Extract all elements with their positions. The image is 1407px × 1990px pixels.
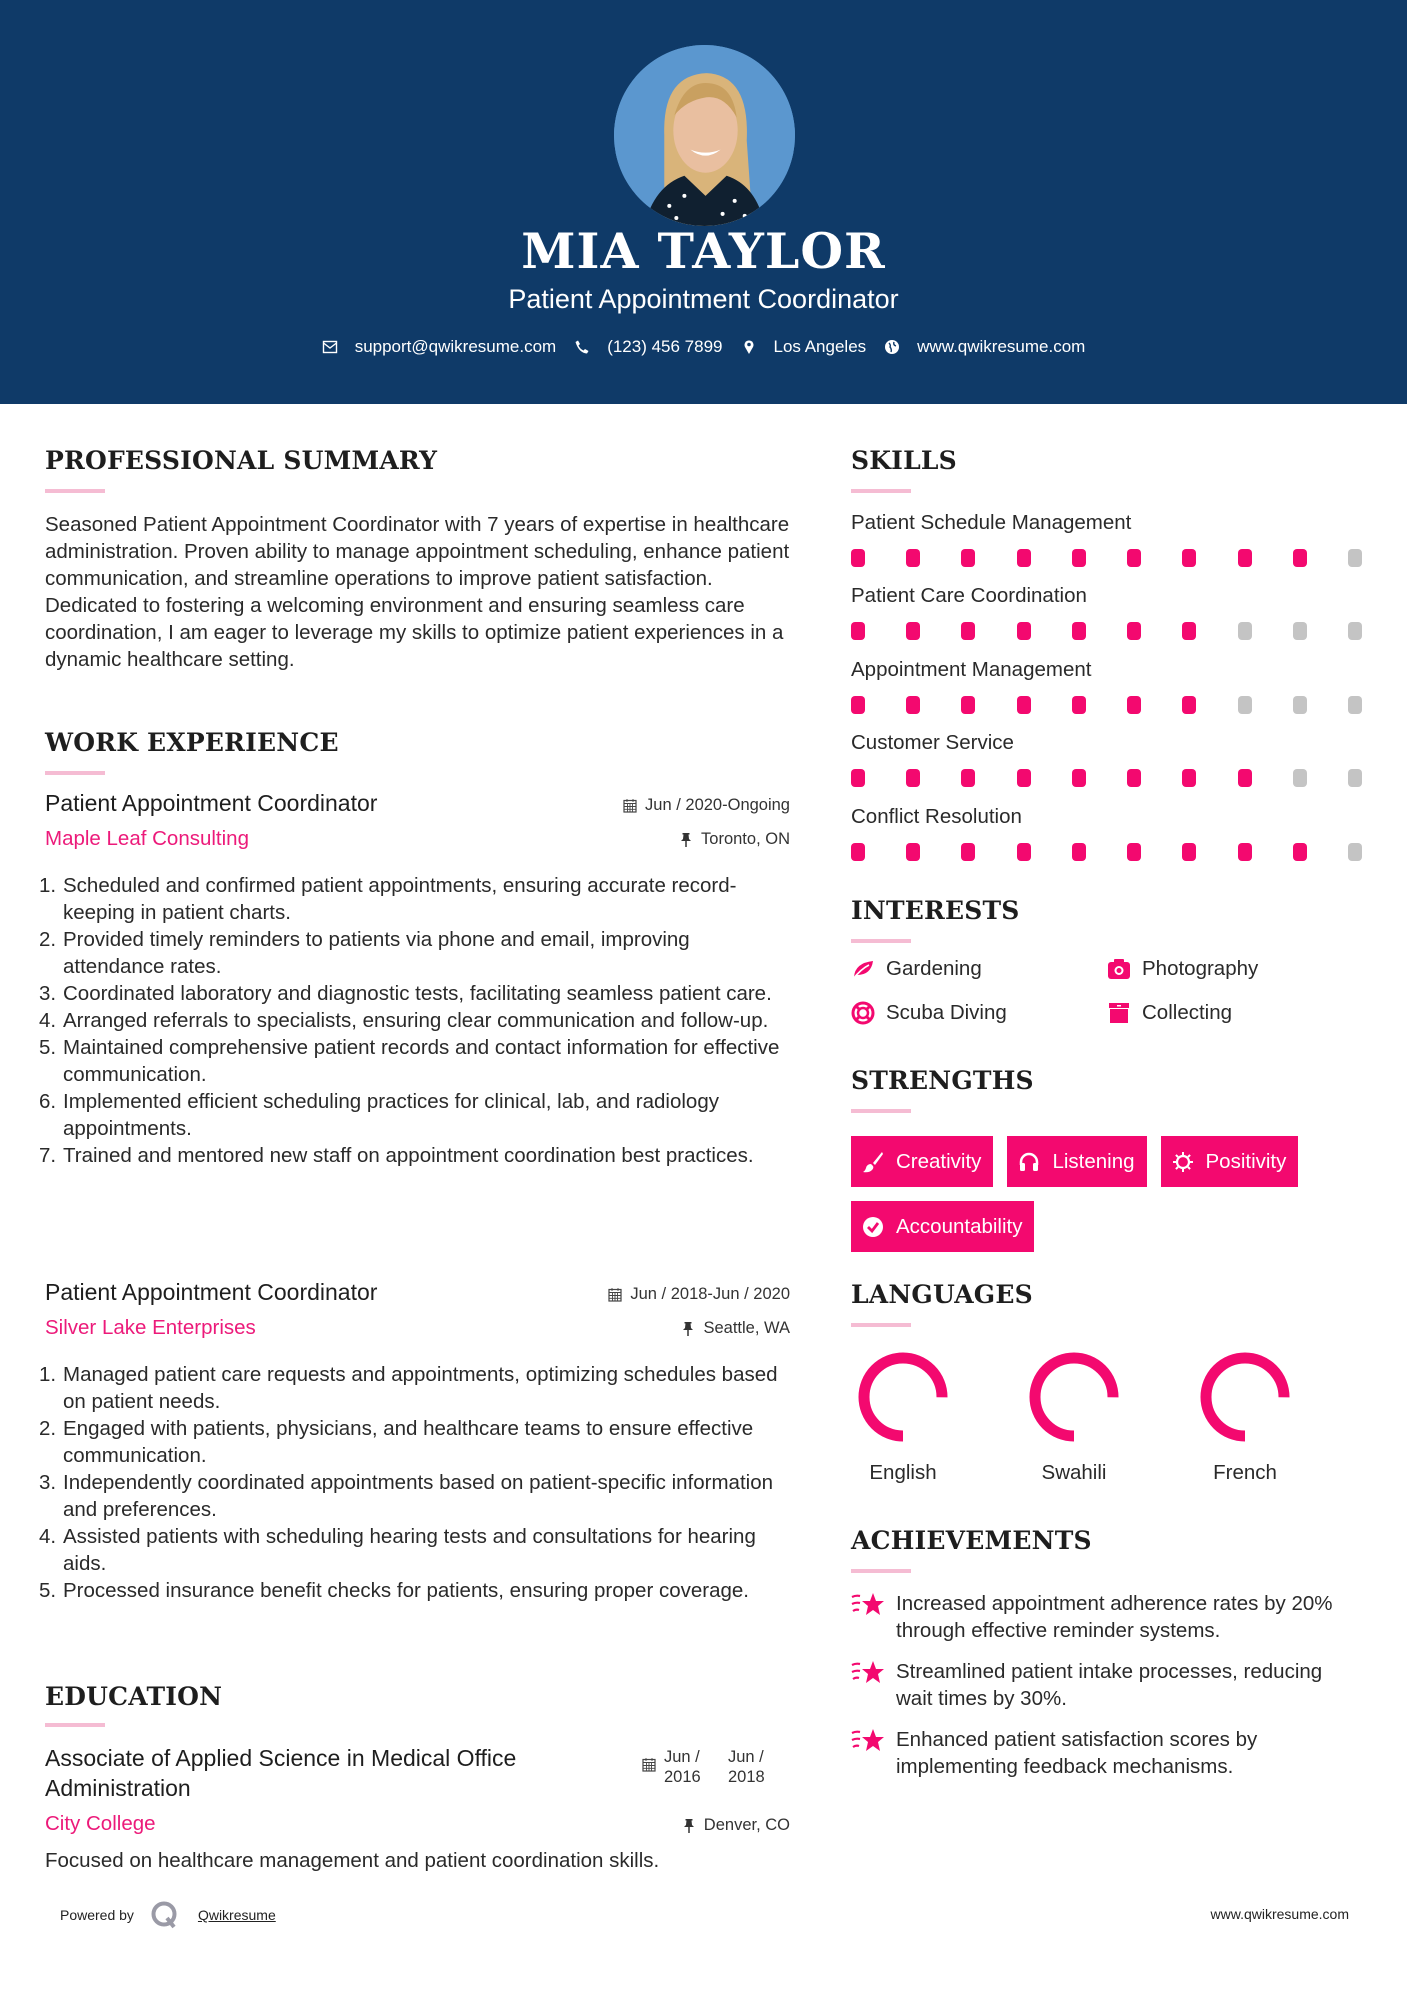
skill-dot bbox=[1127, 843, 1141, 861]
education-start-date: Jun / 2016 bbox=[664, 1748, 701, 1786]
education-dates bbox=[642, 1747, 792, 1787]
interests-heading-underline bbox=[851, 939, 911, 943]
skill-dot bbox=[1182, 843, 1196, 861]
check-circle-icon bbox=[862, 1216, 884, 1238]
pushpin-icon bbox=[679, 832, 693, 847]
education-school: City College bbox=[45, 1812, 156, 1835]
contact-phone-text: (123) 456 7899 bbox=[607, 337, 723, 356]
language-item bbox=[843, 1350, 963, 1485]
skill-dot bbox=[1293, 769, 1307, 787]
skill-dot bbox=[961, 549, 975, 567]
skill-dot bbox=[1182, 549, 1196, 567]
qwikresume-logo-icon bbox=[150, 1900, 180, 1930]
interests-heading: INTERESTS bbox=[851, 896, 1020, 925]
skill-dot bbox=[1348, 549, 1362, 567]
education-end-date: Jun / 2018 bbox=[728, 1748, 765, 1786]
bullet-item: 7. Trained and mentored new staff on appointment coordination best practices. bbox=[39, 1144, 754, 1167]
skill-dot bbox=[851, 769, 865, 787]
skills-heading-underline bbox=[851, 489, 911, 493]
skill-dot bbox=[1017, 769, 1031, 787]
skill-name: Patient Care Coordination bbox=[851, 584, 1087, 607]
skill-dot bbox=[1182, 622, 1196, 640]
job-date: Jun / 2020-Ongoing bbox=[623, 796, 790, 815]
summary-heading-underline bbox=[45, 489, 105, 493]
skill-item bbox=[851, 805, 1362, 861]
skill-dot bbox=[1072, 696, 1086, 714]
skill-dot bbox=[906, 622, 920, 640]
job-bullets bbox=[39, 872, 790, 1169]
skill-dot bbox=[1238, 622, 1252, 640]
envelope-icon bbox=[322, 339, 338, 355]
strengths-heading: STRENGTHS bbox=[851, 1066, 1034, 1095]
qwikresume-link[interactable]: Qwikresume bbox=[197, 1907, 276, 1923]
education-degree: Associate of Applied Science in Medical Office Administration bbox=[45, 1745, 517, 1801]
sun-icon bbox=[1172, 1151, 1194, 1173]
job-company: Silver Lake Enterprises bbox=[45, 1316, 256, 1339]
interest-item: Collecting bbox=[1107, 1001, 1232, 1025]
job-role: Patient Appointment Coordinator bbox=[45, 790, 378, 816]
bullet-item: 4. Assisted patients with scheduling hearing tests and consultations for hearing aids. bbox=[39, 1525, 756, 1575]
achievements-heading: ACHIEVEMENTS bbox=[851, 1526, 1092, 1555]
bullet-item: 2. Engaged with patients, physicians, and healthcare teams to ensure effective communication. bbox=[39, 1417, 754, 1467]
skill-dot bbox=[1072, 769, 1086, 787]
strengths-heading-underline bbox=[851, 1109, 911, 1113]
candidate-title: Patient Appointment Coordinator bbox=[508, 284, 899, 314]
experience-heading: WORK EXPERIENCE bbox=[45, 728, 339, 757]
footer-website[interactable]: www.qwikresume.com bbox=[1210, 1906, 1349, 1922]
leaf-icon bbox=[851, 957, 875, 981]
skill-dot bbox=[1017, 622, 1031, 640]
bullet-item: 3. Independently coordinated appointments based on patient-specific information and preferences. bbox=[39, 1471, 773, 1521]
skill-dot bbox=[1072, 549, 1086, 567]
skill-item bbox=[851, 658, 1362, 714]
education-heading: EDUCATION bbox=[45, 1682, 223, 1711]
education-location: Denver, CO bbox=[682, 1816, 790, 1835]
skill-dot bbox=[851, 696, 865, 714]
skill-dot bbox=[961, 622, 975, 640]
bullet-item: 2. Provided timely reminders to patients via phone and email, improving attendance rates. bbox=[39, 928, 690, 978]
archive-box-icon bbox=[1107, 1001, 1131, 1025]
skill-dot bbox=[1127, 622, 1141, 640]
summary-text: Seasoned Patient Appointment Coordinator with 7 years of expertise in healthcare administration. Proven ability to manage appointment scheduling, enhance patient communication, and streamline operations to improve patient satisfaction. Dedicated to fostering a welcoming environment and ensuring seamless care coordination, I am eager to leverage my skills to optimize patient experiences in a dynamic healthcare setting. bbox=[45, 513, 790, 671]
skill-dot bbox=[961, 696, 975, 714]
job-location: Toronto, ON bbox=[679, 830, 790, 849]
strength-badge: Accountability bbox=[851, 1201, 1034, 1252]
job-company: Maple Leaf Consulting bbox=[45, 827, 249, 850]
skill-dot bbox=[906, 696, 920, 714]
pushpin-icon bbox=[681, 1321, 695, 1336]
strengths-list bbox=[851, 1136, 1371, 1266]
education-heading-underline bbox=[45, 1723, 105, 1727]
skill-rating bbox=[851, 622, 1362, 640]
achievements-heading-underline bbox=[851, 1569, 911, 1573]
bullet-item: 6. Implemented efficient scheduling practices for clinical, lab, and radiology appointments. bbox=[39, 1090, 719, 1140]
strength-badge: Creativity bbox=[851, 1136, 993, 1187]
skill-dot bbox=[1072, 843, 1086, 861]
skill-dot bbox=[1127, 549, 1141, 567]
bullet-item: 5. Maintained comprehensive patient records and contact information for effective communication. bbox=[39, 1036, 780, 1086]
skill-dot bbox=[1293, 843, 1307, 861]
bullet-item: 3. Coordinated laboratory and diagnostic tests, facilitating seamless patient care. bbox=[39, 982, 772, 1005]
skill-dot bbox=[1127, 769, 1141, 787]
language-name: English bbox=[869, 1461, 937, 1484]
language-name: French bbox=[1213, 1461, 1277, 1484]
map-marker-icon bbox=[741, 339, 757, 355]
job-role: Patient Appointment Coordinator bbox=[45, 1279, 378, 1305]
candidate-name: MIA TAYLOR bbox=[521, 222, 886, 280]
contact-location bbox=[741, 337, 867, 357]
contact-website[interactable] bbox=[884, 337, 1085, 357]
job-date: Jun / 2018-Jun / 2020 bbox=[608, 1285, 790, 1304]
profile-photo bbox=[614, 45, 795, 226]
skill-dot bbox=[1017, 843, 1031, 861]
headphones-icon bbox=[1018, 1151, 1040, 1173]
shooting-star-icon bbox=[851, 1658, 885, 1688]
skill-dot bbox=[1072, 622, 1086, 640]
pushpin-icon bbox=[682, 1818, 696, 1833]
skill-rating bbox=[851, 769, 1362, 787]
powered-by-label: Powered by bbox=[60, 1907, 134, 1923]
skill-dot bbox=[1348, 622, 1362, 640]
resume-header bbox=[0, 0, 1407, 404]
camera-icon bbox=[1107, 957, 1131, 981]
skill-dot bbox=[1238, 843, 1252, 861]
interest-item: Photography bbox=[1107, 957, 1258, 981]
calendar-icon bbox=[608, 1287, 622, 1302]
skill-dot bbox=[1348, 843, 1362, 861]
skill-dot bbox=[906, 549, 920, 567]
languages-heading-underline bbox=[851, 1323, 911, 1327]
language-item bbox=[1185, 1350, 1305, 1485]
interest-item: Scuba Diving bbox=[851, 1001, 1007, 1025]
skill-dot bbox=[1238, 549, 1252, 567]
skill-item bbox=[851, 584, 1362, 640]
life-ring-icon bbox=[851, 1001, 875, 1025]
bullet-item: 1. Managed patient care requests and appointments, optimizing schedules based on patient needs. bbox=[39, 1363, 778, 1413]
phone-icon bbox=[574, 339, 590, 355]
skill-item bbox=[851, 511, 1362, 567]
calendar-icon bbox=[642, 1757, 656, 1772]
skill-dot bbox=[1238, 696, 1252, 714]
bullet-item: 4. Arranged referrals to specialists, ensuring clear communication and follow-up. bbox=[39, 1009, 769, 1032]
job-bullets bbox=[39, 1361, 790, 1604]
skill-name: Conflict Resolution bbox=[851, 805, 1022, 828]
language-name: Swahili bbox=[1041, 1461, 1107, 1484]
contact-email-text: support@qwikresume.com bbox=[354, 337, 557, 356]
strength-badge: Listening bbox=[1007, 1136, 1146, 1187]
skill-dot bbox=[851, 843, 865, 861]
skill-dot bbox=[906, 843, 920, 861]
skill-name: Appointment Management bbox=[851, 658, 1092, 681]
language-progress-ring bbox=[1198, 1350, 1292, 1444]
globe-icon bbox=[884, 339, 900, 355]
skill-dot bbox=[1238, 769, 1252, 787]
language-item bbox=[1014, 1350, 1134, 1485]
education-description: Focused on healthcare management and patient coordination skills. bbox=[45, 1849, 660, 1872]
skill-rating bbox=[851, 696, 1362, 714]
skill-dot bbox=[1127, 696, 1141, 714]
skill-dot bbox=[1182, 769, 1196, 787]
bullet-item: 5. Processed insurance benefit checks for patients, ensuring proper coverage. bbox=[39, 1579, 749, 1602]
skill-dot bbox=[1348, 696, 1362, 714]
experience-heading-underline bbox=[45, 771, 105, 775]
language-progress-ring bbox=[856, 1350, 950, 1444]
skill-name: Customer Service bbox=[851, 731, 1014, 754]
skill-dot bbox=[961, 843, 975, 861]
achievement-item: Increased appointment adherence rates by 20% through effective reminder systems. bbox=[851, 1590, 1362, 1644]
skill-rating bbox=[851, 549, 1362, 567]
interest-item: Gardening bbox=[851, 957, 982, 981]
job-location: Seattle, WA bbox=[681, 1319, 790, 1338]
calendar-icon bbox=[623, 798, 637, 813]
skill-dot bbox=[1182, 696, 1196, 714]
skill-dot bbox=[851, 622, 865, 640]
skill-dot bbox=[1293, 622, 1307, 640]
achievement-item: Streamlined patient intake processes, reducing wait times by 30%. bbox=[851, 1658, 1362, 1712]
shooting-star-icon bbox=[851, 1590, 885, 1620]
skill-name: Patient Schedule Management bbox=[851, 511, 1132, 534]
contact-location-text: Los Angeles bbox=[773, 337, 867, 356]
contact-website-text: www.qwikresume.com bbox=[917, 337, 1086, 356]
language-progress-ring bbox=[1027, 1350, 1121, 1444]
contact-phone[interactable] bbox=[574, 337, 722, 357]
summary-heading: PROFESSIONAL SUMMARY bbox=[45, 446, 438, 475]
achievement-item: Enhanced patient satisfaction scores by implementing feedback mechanisms. bbox=[851, 1726, 1362, 1780]
contact-row bbox=[0, 337, 1407, 357]
skill-dot bbox=[851, 549, 865, 567]
skill-dot bbox=[1017, 696, 1031, 714]
skill-item bbox=[851, 731, 1362, 787]
skill-dot bbox=[1293, 696, 1307, 714]
skill-rating bbox=[851, 843, 1362, 861]
skill-dot bbox=[961, 769, 975, 787]
skill-dot bbox=[1017, 549, 1031, 567]
strength-badge: Positivity bbox=[1161, 1136, 1299, 1187]
paintbrush-icon bbox=[862, 1151, 884, 1173]
bullet-item: 1. Scheduled and confirmed patient appointments, ensuring accurate record-keeping in patient charts. bbox=[39, 874, 737, 924]
skill-dot bbox=[1293, 549, 1307, 567]
shooting-star-icon bbox=[851, 1726, 885, 1756]
contact-email[interactable] bbox=[322, 337, 557, 357]
powered-by bbox=[60, 1900, 276, 1930]
skills-heading: SKILLS bbox=[851, 446, 957, 475]
skill-dot bbox=[1348, 769, 1362, 787]
portrait-image bbox=[614, 45, 795, 226]
languages-heading: LANGUAGES bbox=[851, 1280, 1033, 1309]
skill-dot bbox=[906, 769, 920, 787]
